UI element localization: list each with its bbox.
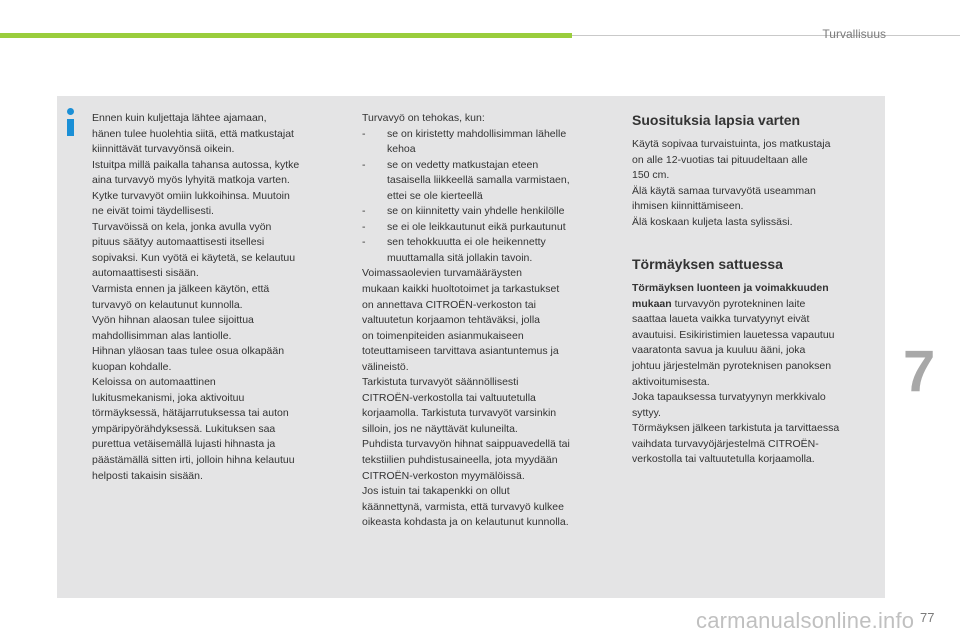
list-item (362, 220, 614, 236)
text-line: toteuttamiseen tarvittava asiantuntemus ja (362, 345, 559, 358)
text-line: ympäripyörähdyksessä. Lukituksen saa (92, 422, 276, 435)
list-item-text: tasaisella liikkeellä samalla varmistaen, (387, 174, 570, 187)
text-line: ihmisen kiinnittämiseen. (632, 200, 744, 213)
column-children-crash (632, 111, 880, 468)
crash-lead-bold: mukaan (632, 297, 672, 310)
text-line: vaihdata turvavyöjärjestelmä CITROËN- (632, 437, 819, 450)
text-line: Käytä sopivaa turvaistuinta, jos matkustaja (632, 138, 831, 150)
list-dash: - (362, 220, 366, 233)
text-line: helposti takaisin sisään. (92, 469, 203, 482)
text-line: purettua vetäisemällä lujasti hihnasta ja (92, 438, 276, 451)
text-line: vaaratonta savua ja kuuluu ääni, joka (632, 344, 806, 357)
column-seatbelt-effectiveness (362, 111, 614, 531)
text-line: aina turvavyö myös lyhyitä matkoja varten. (92, 174, 290, 187)
text-line: sopivaksi. Kun vyötä ei käytetä, se kelautuu (92, 251, 296, 264)
text-line: kiinnittävät turvavyönsä oikein. (92, 143, 235, 156)
chapter-number: 7 (903, 339, 936, 404)
text-line: avautuisi. Esikiristimien lauetessa vapautuu (632, 328, 835, 341)
text-line: Turvavöissä on kela, jonka avulla vyön (92, 220, 272, 233)
text-line: Ennen kuin kuljettaja lähtee ajamaan, (92, 112, 267, 124)
list-dash: - (362, 127, 366, 140)
list-dash: - (362, 205, 366, 218)
text-line: valtuutetun korjaamon tehtäväksi, jolla (362, 314, 541, 327)
text-line: ne eivät toimi täydellisesti. (92, 205, 214, 218)
text-line: kuopan kohdalle. (92, 360, 172, 373)
text-line: 150 cm. (632, 169, 670, 182)
text-line: Älä käytä samaa turvavyötä useamman (632, 184, 816, 197)
list-item-text: se on vedetty matkustajan eteen (387, 158, 539, 171)
text-line: on toimenpiteiden asianmukaiseen (362, 329, 524, 342)
text-line: verkostolla tai valtuutetulla korjaamolla. (632, 453, 815, 466)
list-dash: - (362, 158, 366, 171)
info-icon (63, 108, 79, 136)
text-line: Älä koskaan kuljeta lasta sylissäsi. (632, 215, 793, 228)
text-line: Vyön hihnan alaosan tulee sijoittua (92, 314, 254, 327)
crash-lead-line-2 (632, 297, 880, 313)
text-line: johtuu järjestelmän pyroteknisen panoksen (632, 360, 832, 373)
text-line: mukaan kaikki huoltotoimet ja tarkastukset (362, 283, 560, 296)
text-line: silloin, jos ne näyttävät kuluneilta. (362, 422, 518, 435)
accent-bar (0, 33, 572, 38)
list-item-text: se ei ole leikkautunut eikä purkautunut (387, 220, 566, 233)
list-item (362, 235, 614, 266)
text-line: hänen tulee huolehtia siitä, että matkustajat (92, 127, 294, 140)
text-line: Puhdista turvavyön hihnat saippuavedellä tai (362, 438, 570, 451)
text-line: on alle 12-vuotias tai pituudeltaan alle (632, 153, 808, 166)
children-advice (632, 137, 880, 230)
list-item-text: kehoa (387, 143, 416, 156)
list-dash: - (362, 236, 366, 249)
crash-advice (632, 312, 880, 467)
header-divider (572, 35, 960, 36)
text-line: Joka tapauksessa turvatyynyn merkkivalo (632, 391, 826, 404)
page-number: 77 (920, 610, 935, 625)
heading-children: Suosituksia lapsia varten (632, 112, 801, 128)
text-line: aktivoitumisesta. (632, 375, 710, 388)
text-line: Istuitpa millä paikalla tahansa autossa, kytke (92, 158, 300, 171)
text-line: Törmäyksen jälkeen tarkistuta ja tarvittaessa (632, 422, 840, 435)
text-line: CITROËN-verkoston myymälöissä. (362, 469, 525, 482)
list-item-text: muuttamalla sitä jollakin tavoin. (387, 251, 533, 264)
text-line: on annettava CITROËN-verkoston tai (362, 298, 536, 311)
watermark: carmanualsonline.info (696, 608, 915, 633)
list-item-text: se on kiristetty mahdollisimman lähelle (387, 127, 567, 140)
effectiveness-list (362, 127, 614, 267)
list-item-text: se on kiinnitetty vain yhdelle henkilölle (387, 205, 565, 218)
text-line: Voimassaolevien turvamääräysten (362, 267, 522, 280)
text-line: mahdollisimman alas lantiolle. (92, 329, 232, 342)
text-line: Tarkistuta turvavyöt säännöllisesti (362, 376, 519, 389)
text-line: Jos istuin tai takapenkki on ollut (362, 485, 510, 498)
text-line: turvavyö on kelautunut kunnolla. (92, 298, 243, 311)
text-line: tekstiilien puhdistusaineella, jota myydään (362, 454, 558, 467)
text-line: CITROËN-verkostolla tai valtuutetulla (362, 391, 536, 404)
text-line: Varmista ennen ja jälkeen käytön, että (92, 283, 270, 296)
section-title: Turvallisuus (822, 27, 886, 41)
text-line: Keloissa on automaattinen (92, 376, 216, 389)
text-line: Kytke turvavyöt omiin lukkoihinsa. Muutoin (92, 189, 290, 202)
text-line: oikeasta kohdasta ja on kelautunut kunnolla. (362, 516, 569, 529)
text-line: käännettynä, varmista, että turvavyö kulkee (362, 500, 564, 513)
text-line: saattaa laueta vaikka turvatyynyt eivät (632, 313, 810, 326)
text-line: Hihnan yläosan taas tulee osua olkapään (92, 345, 285, 358)
crash-lead-line: Törmäyksen luonteen ja voimakkuuden (632, 282, 829, 295)
list-item (362, 127, 614, 158)
text-line: välineistö. (362, 360, 409, 373)
text-line: törmäyksessä, hätäjarrutuksessa tai auton (92, 407, 289, 420)
list-item-text: sen tehokkuutta ei ole heikennetty (387, 236, 546, 249)
list-item (362, 204, 614, 220)
text-line: korjaamolla. Tarkistuta turvavyöt varsinkin (362, 407, 557, 420)
text-line: syttyy. (632, 406, 661, 419)
crash-lead-rest: turvavyön pyrotekninen laite (671, 297, 806, 310)
list-item-text: ettei se ole kierteellä (387, 189, 483, 202)
list-item (362, 158, 614, 205)
text-line: automaattisesti sisään. (92, 267, 199, 280)
text-line: päästämällä sitten irti, jolloin hihna kelautuu (92, 454, 295, 467)
column-seatbelt-usage (92, 111, 354, 484)
text-line: pituus säätyy automaattisesti itsellesi (92, 236, 265, 249)
effectiveness-intro: Turvavyö on tehokas, kun: (362, 112, 485, 124)
maintenance-text (362, 266, 614, 530)
heading-crash: Törmäyksen sattuessa (632, 256, 783, 273)
text-line: lukitusmekanismi, joka aktivoituu (92, 391, 245, 404)
